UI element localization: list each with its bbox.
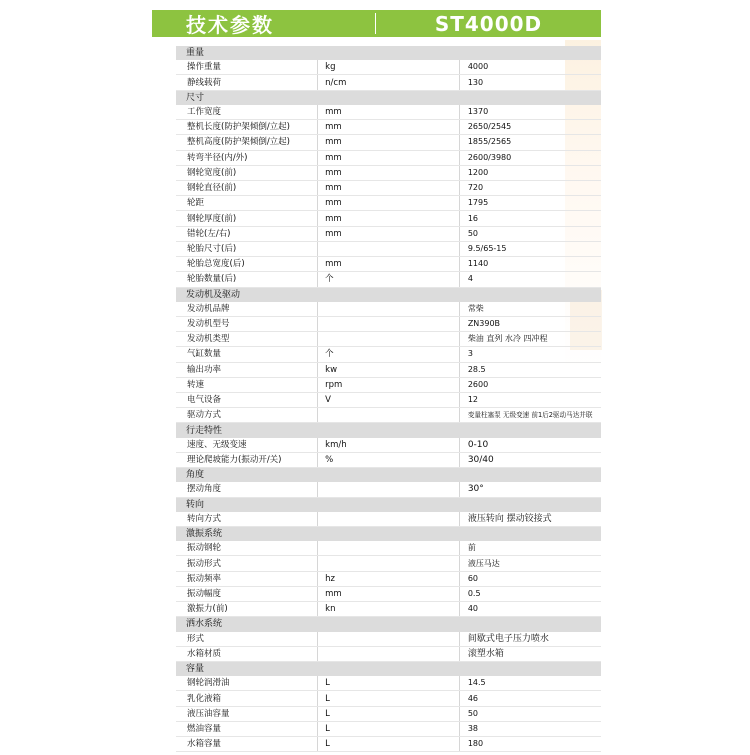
- spec-name: 钢轮直径(前): [176, 180, 318, 195]
- spec-value: 间歇式电子压力喷水: [459, 632, 601, 647]
- spec-name: 错轮(左/右): [176, 226, 318, 241]
- spec-value: 0.5: [459, 586, 601, 601]
- spec-name: 振动钢轮: [176, 541, 318, 556]
- spec-name: 水箱容量: [176, 737, 318, 752]
- spec-value: 38: [459, 721, 601, 736]
- spec-row: [176, 512, 601, 527]
- spec-value: 1370: [459, 105, 601, 120]
- spec-name: 形式: [176, 632, 318, 647]
- section-header-row: [176, 661, 601, 676]
- section-header-row: [176, 287, 601, 302]
- spec-name: 激振力(前): [176, 602, 318, 617]
- spec-name: 工作宽度: [176, 105, 318, 120]
- spec-value: 50: [459, 226, 601, 241]
- spec-row: [176, 257, 601, 272]
- spec-name: 驱动方式: [176, 408, 318, 423]
- spec-unit: L: [318, 721, 460, 736]
- spec-unit: mm: [318, 226, 460, 241]
- spec-unit: mm: [318, 150, 460, 165]
- section-header-row: [176, 468, 601, 483]
- spec-row: [176, 316, 601, 331]
- spec-value: 3: [459, 347, 601, 362]
- spec-row: [176, 120, 601, 135]
- spec-unit: L: [318, 691, 460, 706]
- spec-name: 轮胎数量(后): [176, 272, 318, 287]
- spec-row: [176, 408, 601, 423]
- spec-name: 燃油容量: [176, 721, 318, 736]
- spec-name: 理论爬坡能力(振动开/关): [176, 452, 318, 467]
- section-header-row: [176, 527, 601, 542]
- spec-name: 整机长度(防护架倾倒/立起): [176, 120, 318, 135]
- spec-name: 摆动角度: [176, 482, 318, 497]
- page-title: 技术参数: [186, 13, 274, 37]
- spec-value: 滚塑水箱: [459, 646, 601, 661]
- spec-value: 液压马达: [459, 556, 601, 571]
- section-title: 容量: [176, 661, 601, 676]
- section-header-row: [176, 423, 601, 438]
- spec-value: 常柴: [459, 302, 601, 317]
- spec-row: [176, 541, 601, 556]
- section-title: 洒水系统: [176, 617, 601, 632]
- spec-row: [176, 438, 601, 453]
- spec-unit: [318, 241, 460, 256]
- spec-value: 9.5/65-15: [459, 241, 601, 256]
- spec-row: [176, 135, 601, 150]
- spec-unit: mm: [318, 105, 460, 120]
- spec-row: [176, 165, 601, 180]
- spec-unit: mm: [318, 196, 460, 211]
- spec-unit: mm: [318, 120, 460, 135]
- spec-row: [176, 676, 601, 691]
- spec-row: [176, 482, 601, 497]
- section-title: 发动机及驱动: [176, 287, 601, 302]
- spec-name: 转速: [176, 377, 318, 392]
- spec-row: [176, 602, 601, 617]
- section-title: 激振系统: [176, 527, 601, 542]
- spec-name: 轮胎总宽度(后): [176, 257, 318, 272]
- spec-row: [176, 571, 601, 586]
- spec-value: 180: [459, 737, 601, 752]
- section-title: 角度: [176, 468, 601, 483]
- spec-row: [176, 632, 601, 647]
- spec-unit: [318, 302, 460, 317]
- spec-value: 变量柱塞泵 无级变速 前1后2驱动马达并联: [459, 408, 601, 423]
- spec-unit: [318, 512, 460, 527]
- spec-row: [176, 721, 601, 736]
- spec-name: 操作重量: [176, 60, 318, 75]
- spec-value: 2650/2545: [459, 120, 601, 135]
- spec-row: [176, 706, 601, 721]
- spec-value: 2600/3980: [459, 150, 601, 165]
- spec-name: 整机高度(防护架倾倒/立起): [176, 135, 318, 150]
- spec-value: 前: [459, 541, 601, 556]
- spec-unit: mm: [318, 180, 460, 195]
- spec-row: [176, 75, 601, 90]
- spec-unit: rpm: [318, 377, 460, 392]
- section-title: 尺寸: [176, 90, 601, 105]
- spec-name: 转向方式: [176, 512, 318, 527]
- spec-value: 28.5: [459, 362, 601, 377]
- spec-table: [176, 46, 601, 752]
- section-header-row: [176, 90, 601, 105]
- spec-row: [176, 196, 601, 211]
- spec-row: [176, 377, 601, 392]
- spec-row: [176, 241, 601, 256]
- spec-value: 1855/2565: [459, 135, 601, 150]
- spec-value: 130: [459, 75, 601, 90]
- spec-unit: mm: [318, 586, 460, 601]
- spec-name: 静线载荷: [176, 75, 318, 90]
- spec-value: 0-10: [459, 438, 601, 453]
- spec-name: 转弯半径(内/外): [176, 150, 318, 165]
- spec-row: [176, 332, 601, 347]
- spec-row: [176, 272, 601, 287]
- spec-value: 1200: [459, 165, 601, 180]
- section-title: 行走特性: [176, 423, 601, 438]
- spec-name: 速度、无级变速: [176, 438, 318, 453]
- section-header-row: [176, 497, 601, 512]
- spec-value: 柴油 直列 水冷 四冲程: [459, 332, 601, 347]
- spec-row: [176, 556, 601, 571]
- spec-value: 30°: [459, 482, 601, 497]
- spec-name: 振动形式: [176, 556, 318, 571]
- spec-unit: [318, 408, 460, 423]
- spec-value: 60: [459, 571, 601, 586]
- spec-unit: mm: [318, 211, 460, 226]
- spec-unit: kg: [318, 60, 460, 75]
- spec-row: [176, 737, 601, 752]
- spec-unit: mm: [318, 165, 460, 180]
- section-header-row: [176, 46, 601, 60]
- spec-value: 4: [459, 272, 601, 287]
- spec-unit: kw: [318, 362, 460, 377]
- spec-name: 气缸数量: [176, 347, 318, 362]
- spec-unit: mm: [318, 257, 460, 272]
- spec-unit: %: [318, 452, 460, 467]
- spec-name: 轮胎尺寸(后): [176, 241, 318, 256]
- spec-unit: [318, 332, 460, 347]
- spec-value: 1795: [459, 196, 601, 211]
- spec-name: 发动机品牌: [176, 302, 318, 317]
- spec-unit: n/cm: [318, 75, 460, 90]
- spec-unit: L: [318, 737, 460, 752]
- spec-value: 液压转向 摆动铰接式: [459, 512, 601, 527]
- spec-row: [176, 226, 601, 241]
- spec-row: [176, 646, 601, 661]
- model-name: ST4000D: [434, 11, 543, 36]
- spec-name: 钢轮润滑油: [176, 676, 318, 691]
- spec-row: [176, 691, 601, 706]
- spec-row: [176, 362, 601, 377]
- spec-value: 1140: [459, 257, 601, 272]
- spec-unit: [318, 646, 460, 661]
- spec-value: ZN390B: [459, 316, 601, 331]
- spec-value: 46: [459, 691, 601, 706]
- section-header-row: [176, 617, 601, 632]
- spec-name: 钢轮宽度(前): [176, 165, 318, 180]
- spec-name: 水箱材质: [176, 646, 318, 661]
- spec-name: 乳化液箱: [176, 691, 318, 706]
- spec-row: [176, 60, 601, 75]
- spec-unit: [318, 541, 460, 556]
- section-title: 重量: [176, 46, 601, 60]
- spec-value: 720: [459, 180, 601, 195]
- spec-row: [176, 105, 601, 120]
- spec-unit: V: [318, 393, 460, 408]
- spec-name: 发动机类型: [176, 332, 318, 347]
- spec-row: [176, 586, 601, 601]
- spec-unit: [318, 556, 460, 571]
- spec-name: 振动幅度: [176, 586, 318, 601]
- spec-unit: L: [318, 706, 460, 721]
- spec-row: [176, 347, 601, 362]
- spec-name: 振动频率: [176, 571, 318, 586]
- spec-header: [152, 10, 601, 37]
- spec-value: 12: [459, 393, 601, 408]
- spec-unit: 个: [318, 347, 460, 362]
- spec-unit: mm: [318, 135, 460, 150]
- spec-name: 液压油容量: [176, 706, 318, 721]
- spec-row: [176, 393, 601, 408]
- spec-unit: kn: [318, 602, 460, 617]
- spec-name: 发动机型号: [176, 316, 318, 331]
- spec-name: 钢轮厚度(前): [176, 211, 318, 226]
- spec-row: [176, 180, 601, 195]
- spec-row: [176, 452, 601, 467]
- spec-name: 电气设备: [176, 393, 318, 408]
- section-title: 转向: [176, 497, 601, 512]
- spec-row: [176, 211, 601, 226]
- spec-value: 40: [459, 602, 601, 617]
- spec-value: 16: [459, 211, 601, 226]
- spec-unit: km/h: [318, 438, 460, 453]
- spec-name: 轮距: [176, 196, 318, 211]
- spec-value: 30/40: [459, 452, 601, 467]
- spec-unit: [318, 316, 460, 331]
- spec-value: 2600: [459, 377, 601, 392]
- spec-row: [176, 150, 601, 165]
- spec-unit: hz: [318, 571, 460, 586]
- spec-value: 14.5: [459, 676, 601, 691]
- spec-unit: [318, 632, 460, 647]
- spec-name: 输出功率: [176, 362, 318, 377]
- spec-row: [176, 302, 601, 317]
- spec-value: 50: [459, 706, 601, 721]
- spec-unit: L: [318, 676, 460, 691]
- spec-value: 4000: [459, 60, 601, 75]
- spec-unit: 个: [318, 272, 460, 287]
- spec-unit: [318, 482, 460, 497]
